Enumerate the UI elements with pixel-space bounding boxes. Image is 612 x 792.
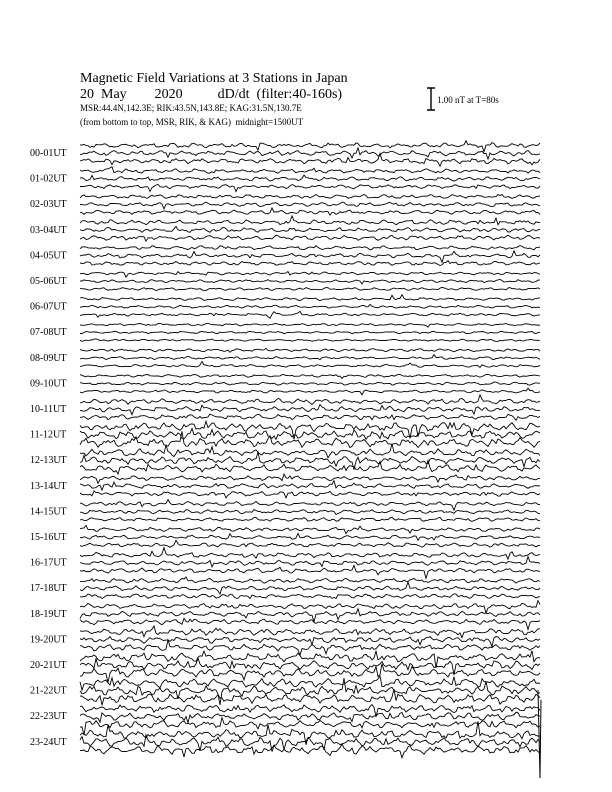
hour-label: 10-11UT [30, 404, 67, 415]
date-day: 20 [80, 87, 94, 102]
hour-label: 22-23UT [30, 711, 67, 723]
date-month: May [101, 87, 127, 102]
trace-kag [80, 626, 540, 638]
hour-label: 06-07UT [30, 301, 67, 313]
hour-label: 01-02UT [30, 173, 67, 185]
trace-kag [80, 676, 540, 690]
hour-label: 16-17UT [30, 557, 67, 569]
trace-msr [80, 744, 540, 758]
trace-msr [80, 388, 540, 395]
hour-label: 07-08UT [30, 327, 67, 339]
trace-kag [80, 577, 540, 583]
trace-rik [80, 226, 540, 232]
hour-label: 05-06UT [30, 276, 67, 287]
quantity-label: dD/dt (filter:40-160s) [217, 87, 343, 102]
trace-kag [80, 525, 540, 533]
trace-kag [80, 601, 540, 614]
trace-msr [80, 287, 540, 290]
trace-kag [80, 348, 540, 352]
trace-rik [80, 355, 540, 360]
trace-msr [80, 414, 540, 420]
trace-msr [80, 718, 540, 736]
trace-kag [80, 246, 540, 250]
hour-label: 02-03UT [30, 199, 67, 211]
hour-label: 18-19UT [30, 608, 67, 620]
midnight-note: midnight=1500UT [235, 117, 304, 127]
hour-label: 12-13UT [30, 455, 67, 467]
trace-msr [80, 235, 540, 241]
hour-label: 15-16UT [30, 532, 67, 543]
trace-msr [80, 517, 540, 521]
trace-kag [80, 141, 540, 152]
trace-msr [80, 491, 540, 498]
hour-label: 08-09UT [30, 352, 67, 364]
trace-msr [80, 618, 540, 629]
trace-kag [80, 395, 540, 405]
trace-kag [80, 421, 540, 439]
order-note: (from bottom to top, MSR, RIK, & KAG) [80, 117, 232, 127]
trace-rik [80, 533, 540, 540]
trace-rik [80, 405, 540, 415]
stations-line: MSR:44.4N,142.3E; RIK:43.5N,143.8E; KAG:31.5N,130.7E [80, 103, 302, 113]
hour-label: 09-10UT [30, 378, 67, 390]
trace-kag [80, 374, 540, 378]
date-year: 2020 [154, 87, 183, 102]
trace-rik [80, 175, 540, 181]
trace-rik [80, 658, 540, 675]
trace-msr [80, 540, 540, 547]
trace-kag [80, 474, 540, 483]
hour-label: 04-05UT [30, 250, 67, 262]
trace-msr [80, 261, 540, 266]
hour-label: 00-01UT [30, 148, 67, 159]
scale-bar-label: 1.00 nT at T=80s [437, 95, 499, 105]
trace-kag [80, 444, 540, 458]
trace-rik [80, 382, 540, 385]
trace-kag [80, 195, 540, 199]
trace-msr [80, 594, 540, 599]
trace-rik [80, 251, 540, 262]
chart-title: Magnetic Field Variations at 3 Stations in Japan [80, 71, 348, 86]
trace-rik [80, 331, 540, 333]
trace-msr [80, 185, 540, 192]
hour-label: 17-18UT [30, 583, 67, 595]
trace-kag [80, 548, 540, 560]
trace-msr [80, 339, 540, 341]
trace-kag [80, 295, 540, 301]
trace-rik [80, 148, 540, 159]
trace-rik [80, 304, 540, 308]
trace-rik [80, 582, 540, 594]
hour-label: 11-12UT [30, 429, 67, 441]
trace-kag [80, 323, 540, 327]
hour-label: 03-04UT [30, 224, 67, 236]
hour-label: 13-14UT [30, 480, 67, 492]
trace-kag [80, 216, 540, 225]
hour-label: 23-24UT [30, 736, 67, 748]
hour-label: 21-22UT [30, 685, 67, 697]
trace-msr [80, 311, 540, 318]
trace-rik [80, 510, 540, 515]
end-spike [538, 690, 541, 778]
trace-msr [80, 640, 540, 655]
trace-kag [80, 272, 540, 278]
hour-label: 14-15UT [30, 506, 67, 518]
trace-kag [80, 500, 540, 511]
trace-msr [80, 565, 540, 578]
trace-msr [80, 664, 540, 683]
trace-kag [80, 167, 540, 173]
hour-label: 19-20UT [30, 634, 67, 646]
trace-rik [80, 557, 540, 567]
trace-msr [80, 362, 540, 368]
trace-msr [80, 208, 540, 215]
scale-bar [427, 88, 435, 110]
trace-rik [80, 279, 540, 284]
trace-rik [80, 202, 540, 209]
trace-rik [80, 481, 540, 490]
trace-rik [80, 712, 540, 723]
hour-label: 20-21UT [30, 660, 67, 671]
